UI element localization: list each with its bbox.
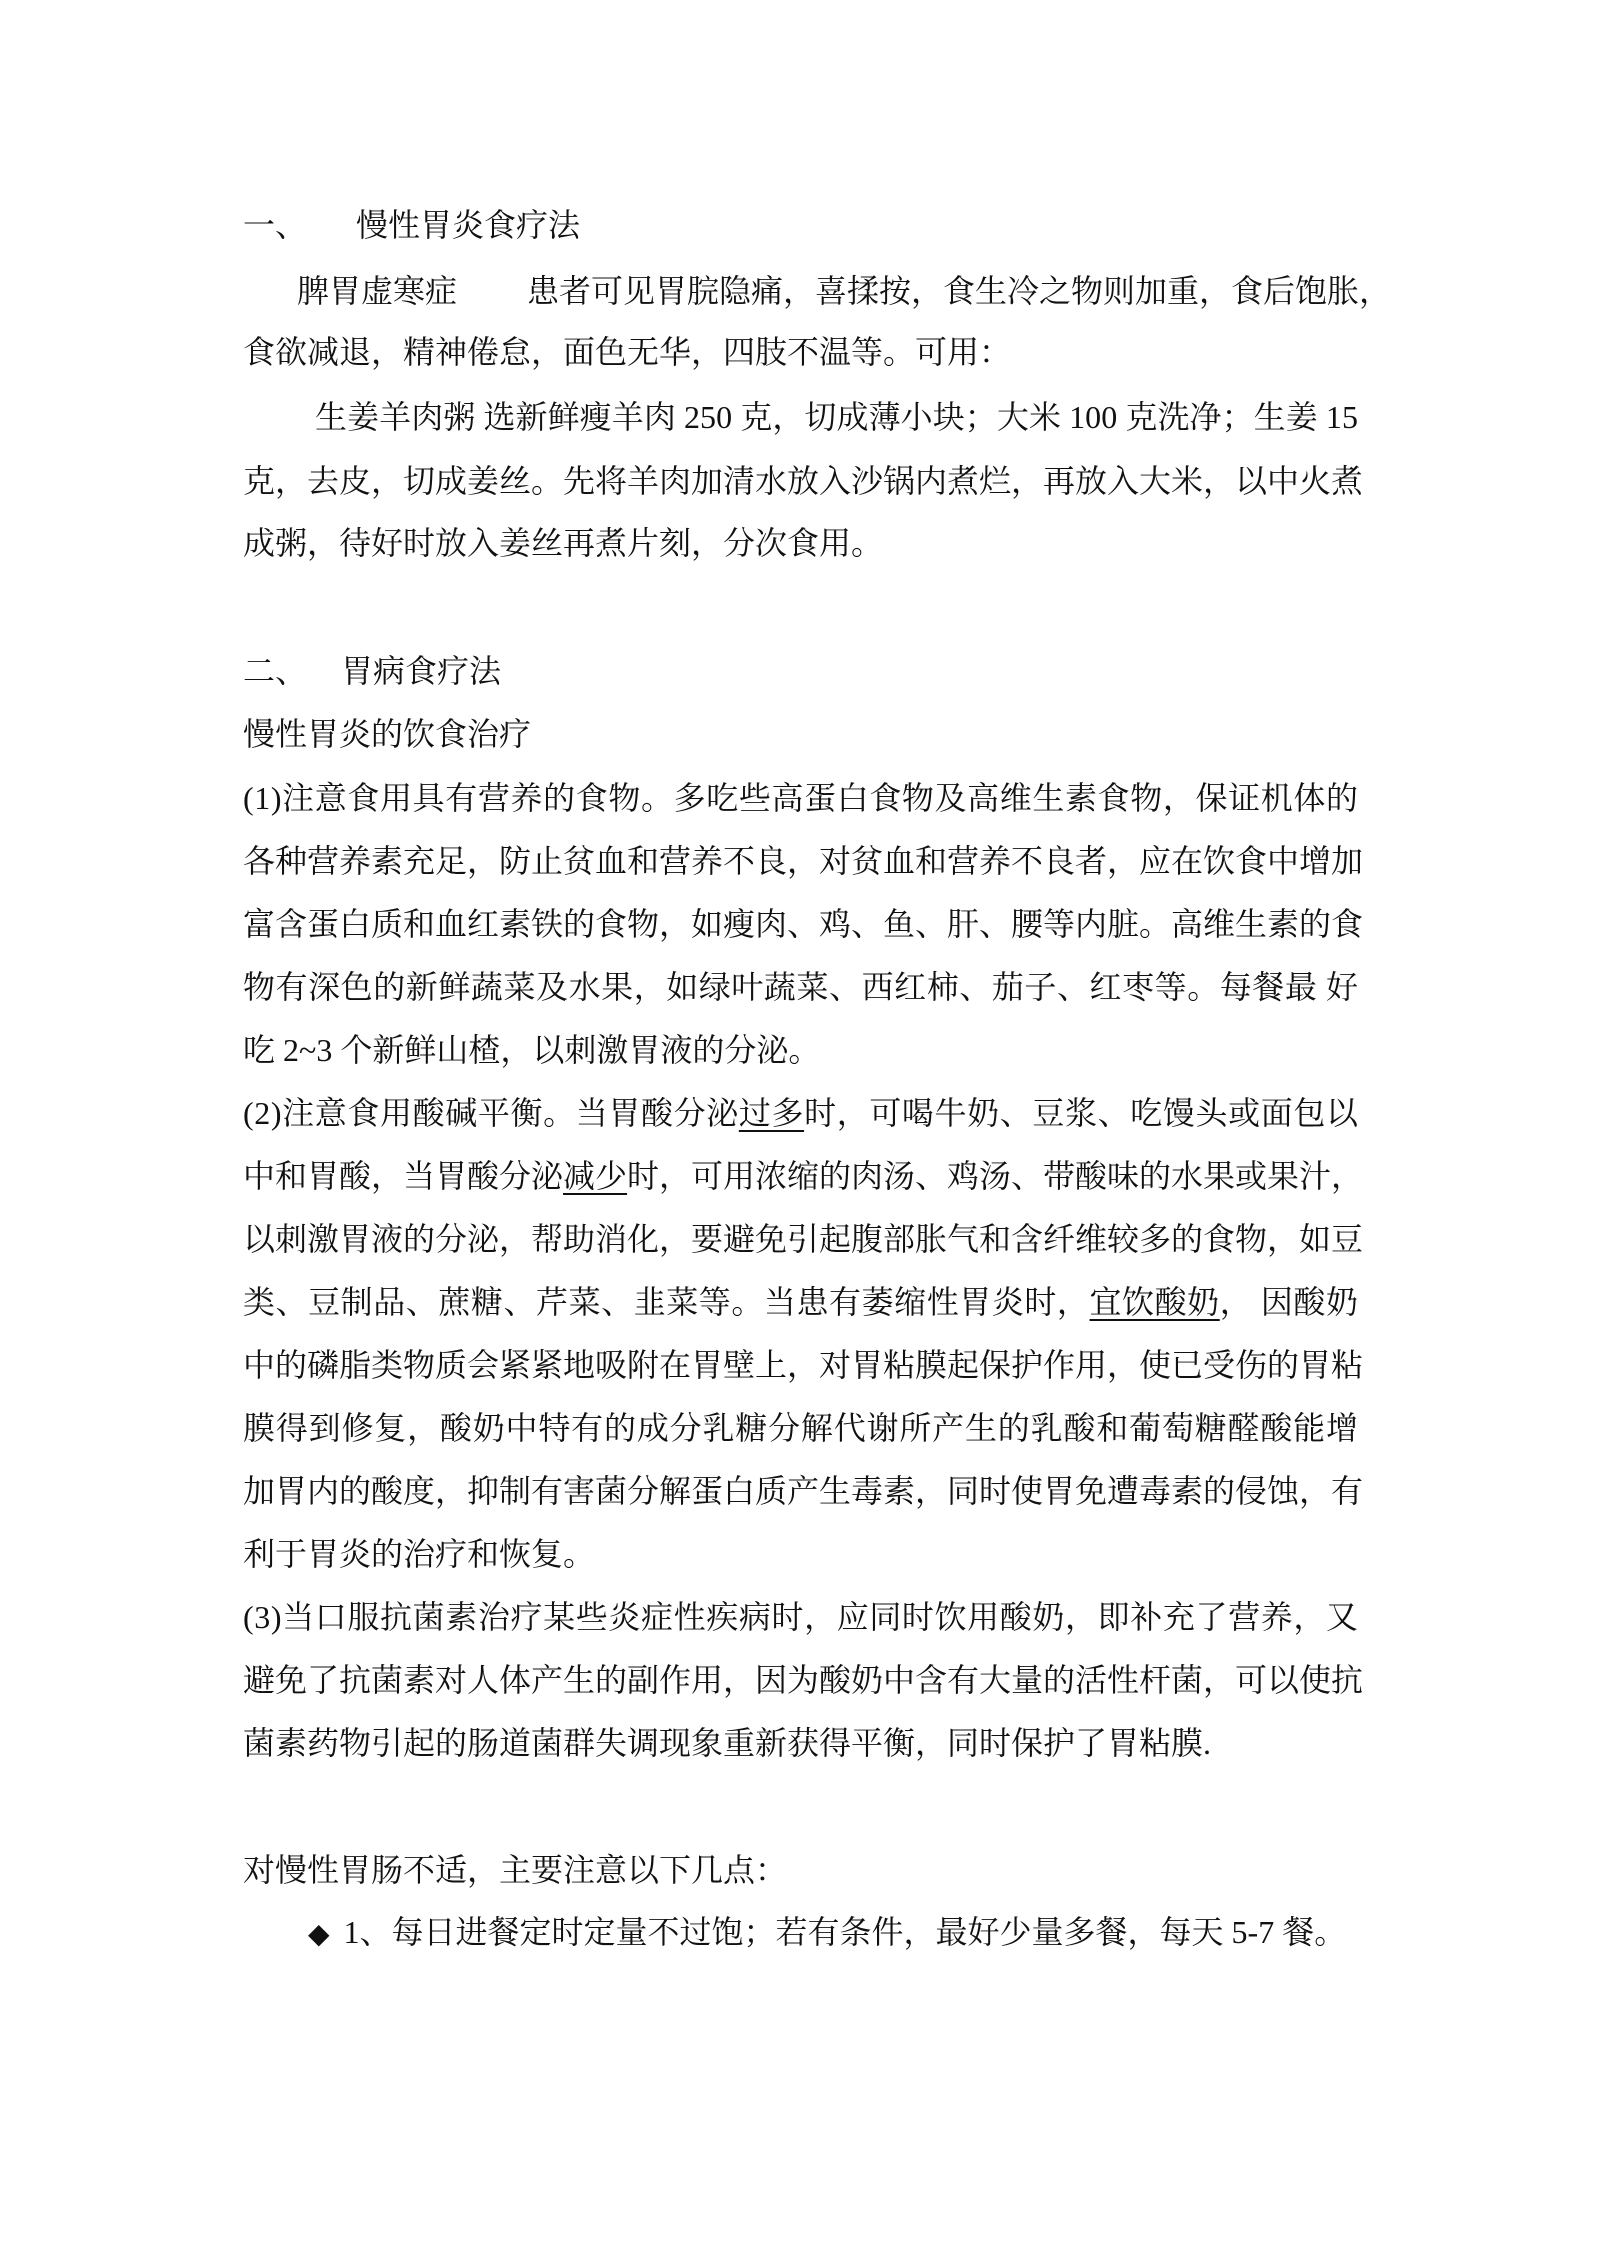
- text-line: [243, 778, 1359, 818]
- text-line: [243, 1345, 1363, 1385]
- text-segment: (3)当口服抗菌素治疗某些炎症性疾病时，应同时饮用酸奶，即补充了营养，又: [243, 1599, 1359, 1635]
- text-line: [243, 1471, 1363, 1511]
- text-segment: 生姜羊肉粥 选新鲜瘦羊肉 250 克，切成薄小块；大米 100 克洗净；生姜 15: [315, 399, 1359, 435]
- text-segment: 慢性胃炎的饮食治疗: [243, 716, 532, 752]
- text-segment: 利于胃炎的治疗和恢复。: [243, 1536, 596, 1572]
- underlined-text: 过多: [738, 1095, 805, 1131]
- text-line: [243, 1534, 595, 1574]
- text-line: [243, 1850, 787, 1890]
- text-line: [308, 1912, 1346, 1952]
- text-line: [243, 332, 1011, 372]
- subheading: [243, 714, 531, 754]
- text-line: [243, 841, 1363, 881]
- text-segment: 一、: [243, 207, 308, 243]
- text-segment: 1、每日进餐定时定量不过饱；若有条件，最好少量多餐，每天 5-7 餐。: [343, 1914, 1347, 1950]
- text-segment: 时，可喝牛奶、豆浆、吃馒头或面包以: [804, 1095, 1359, 1131]
- text-line: [243, 1156, 1363, 1196]
- text-segment: 慢性胃炎食疗法: [356, 207, 581, 243]
- text-segment: 避免了抗菌素对人体产生的副作用，因为酸奶中含有大量的活性杆菌，可以使抗: [243, 1662, 1364, 1698]
- text-line: [243, 1597, 1359, 1637]
- text-segment: 物有深色的新鲜蔬菜及水果，如绿叶蔬菜、西红柿、茄子、红枣等。每餐最 好: [243, 969, 1359, 1005]
- text-segment: 类、豆制品、蔗糖、芹菜、韭菜等。当患有萎缩性胃炎时，: [243, 1284, 1090, 1320]
- text-segment: 脾胃虚寒症: [297, 273, 458, 309]
- text-segment: ， 因酸奶: [1219, 1284, 1359, 1320]
- text-line: [243, 1408, 1359, 1448]
- text-segment: 以刺激胃液的分泌，帮助消化，要避免引起腹部胀气和含纤维较多的食物，如豆: [243, 1221, 1364, 1257]
- diamond-bullet-icon: ◆: [308, 1919, 330, 1950]
- text-line: [315, 397, 1358, 437]
- text-segment: 时，可用浓缩的肉汤、鸡汤、带酸味的水果或果汁，: [627, 1158, 1364, 1194]
- text-segment: 中和胃酸，当胃酸分泌: [243, 1158, 564, 1194]
- text-line: [243, 1723, 1211, 1763]
- text-segment: (2)注意食用酸碱平衡。当胃酸分泌: [243, 1095, 739, 1131]
- text-segment: 加胃内的酸度，抑制有害菌分解蛋白质产生毒素，同时使胃免遭毒素的侵蚀，有: [243, 1473, 1364, 1509]
- text-segment: 菌素药物引起的肠道菌群失调现象重新获得平衡，同时保护了胃粘膜.: [243, 1725, 1212, 1761]
- text-segment: 富含蛋白质和血红素铁的食物，如瘦肉、鸡、鱼、肝、腰等内脏。高维生素的食: [243, 906, 1364, 942]
- text-line: [243, 1093, 1359, 1133]
- text-segment: 成粥，待好时放入姜丝再煮片刻，分次食用。: [243, 525, 884, 561]
- text-segment: (1)注意食用具有营养的食物。多吃些高蛋白食物及高维生素食物，保证机体的: [243, 780, 1359, 816]
- text-segment: 吃 2~3 个新鲜山楂，以刺激胃液的分泌。: [243, 1032, 821, 1068]
- text-line: [297, 271, 1391, 311]
- text-segment: 胃病食疗法: [341, 653, 502, 689]
- section-heading: [243, 205, 580, 245]
- text-segment: 二、: [243, 653, 308, 689]
- text-line: [243, 523, 883, 563]
- text-line: [243, 967, 1359, 1007]
- text-line: [243, 1282, 1359, 1322]
- underlined-text: 宜饮酸奶: [1089, 1284, 1220, 1320]
- text-segment: 中的磷脂类物质会紧紧地吸附在胃壁上，对胃粘膜起保护作用，使已受伤的胃粘: [243, 1347, 1364, 1383]
- text-segment: 各种营养素充足，防止贫血和营养不良，对贫血和营养不良者，应在饮食中增加: [243, 843, 1364, 879]
- text-line: [243, 461, 1363, 501]
- underlined-text: 减少: [563, 1158, 628, 1194]
- text-segment: 膜得到修复，酸奶中特有的成分乳糖分解代谢所产生的乳酸和葡萄糖醛酸能增: [243, 1410, 1359, 1446]
- text-segment: 对慢性胃肠不适，主要注意以下几点：: [243, 1852, 788, 1888]
- text-segment: 克，去皮，切成姜丝。先将羊肉加清水放入沙锅内煮烂，再放入大米，以中火煮: [243, 463, 1364, 499]
- text-segment: 患者可见胃脘隐痛，喜揉按，食生冷之物则加重，食后饱胀，: [527, 273, 1392, 309]
- text-line: [243, 1660, 1363, 1700]
- text-line: [243, 1030, 820, 1070]
- text-line: [243, 904, 1363, 944]
- text-segment: 食欲减退，精神倦怠，面色无华，四肢不温等。可用：: [243, 334, 1012, 370]
- text-line: [243, 1219, 1363, 1259]
- section-heading: [243, 651, 501, 691]
